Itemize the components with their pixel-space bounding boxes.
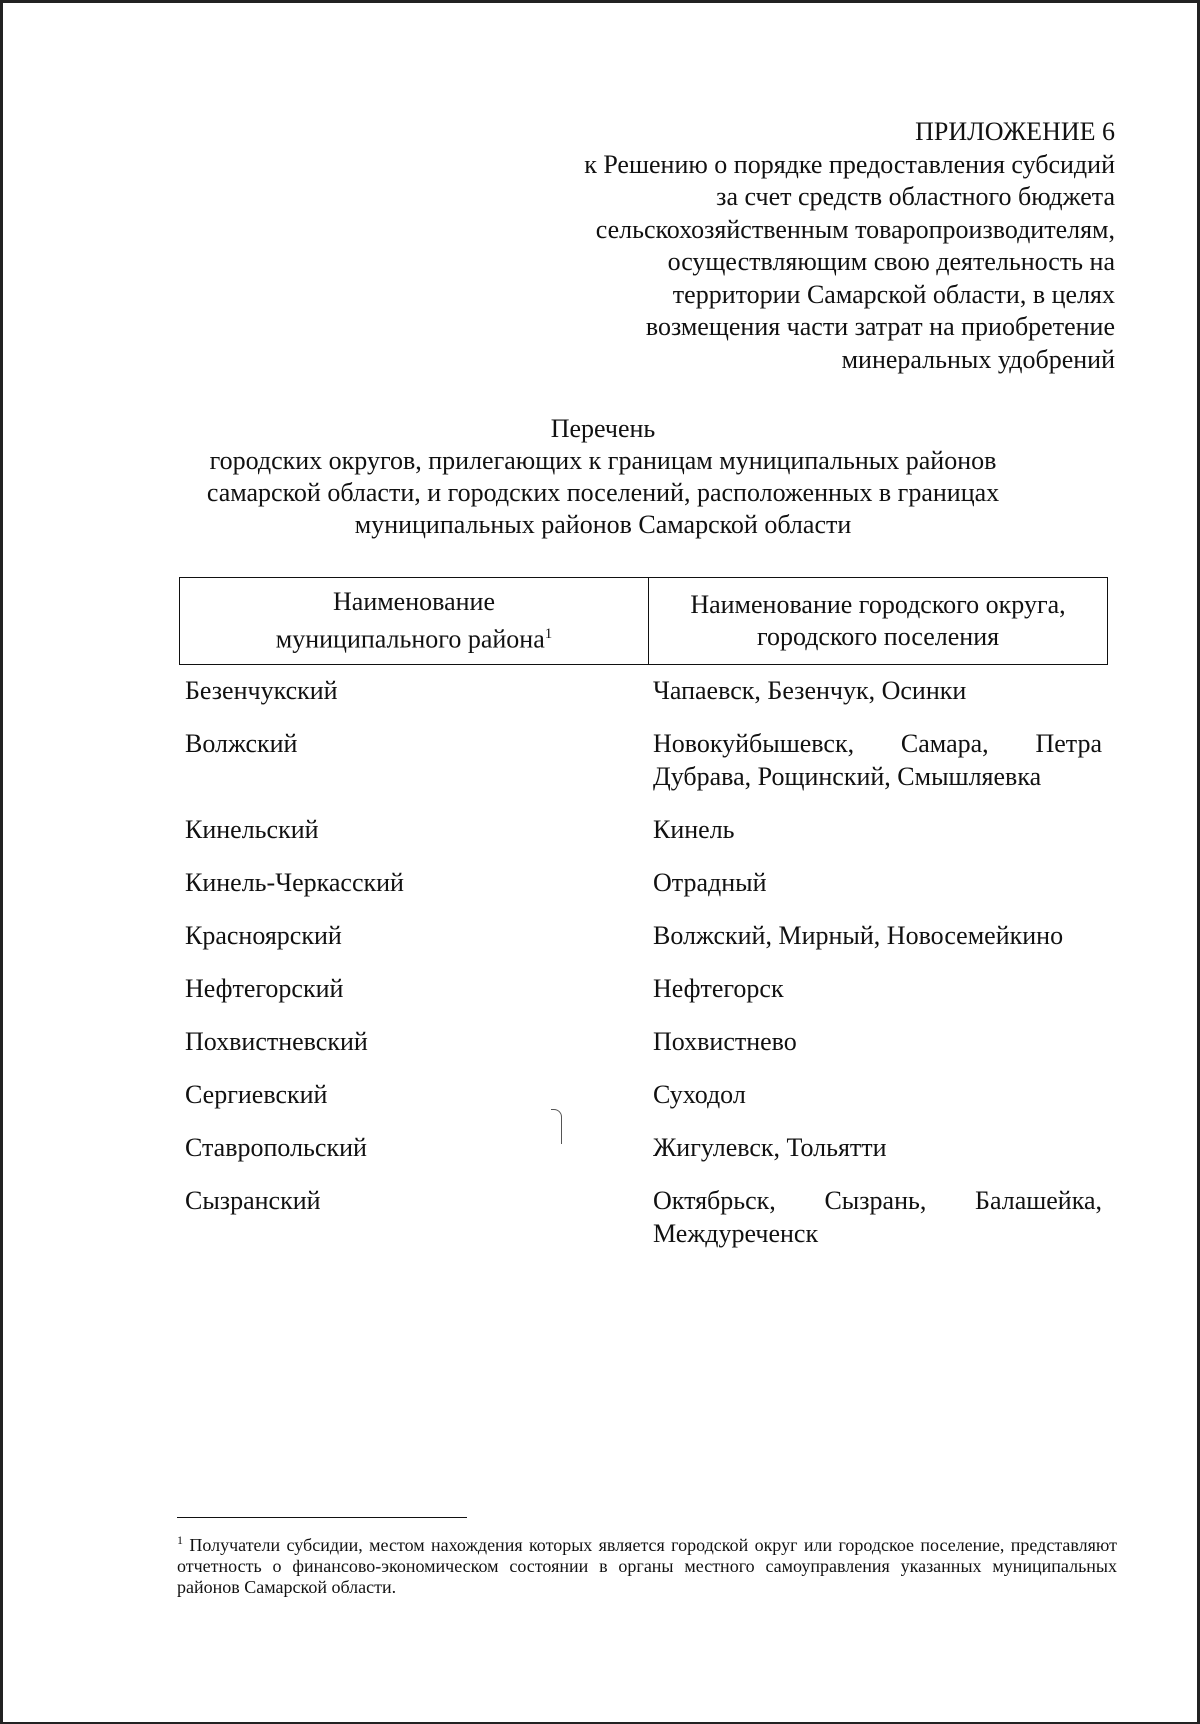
table-row [185, 919, 1102, 952]
table-row [185, 972, 1102, 1005]
settlement-names: Суходол [653, 1080, 746, 1109]
table-row [185, 1025, 1102, 1058]
footnote-text: Получатели субсидии, местом нахождения которых является городской округ или городское поселение, представляют отчетность о финансово-экономическом состоянии в органы местного самоуправления указанных муниципальных районов Самарской области. [177, 1535, 1117, 1597]
footnote-reference: 1 [544, 626, 553, 643]
appendix-header [584, 116, 1115, 376]
district-name: Красноярский [185, 921, 342, 950]
settlement-names: Похвистнево [653, 1027, 797, 1056]
district-name: Безенчукский [185, 676, 338, 705]
district-name: Кинель-Черкасский [185, 868, 404, 897]
settlement-names: Чапаевск, Безенчук, Осинки [653, 676, 967, 705]
appendix-line: возмещения части затрат на приобретение [645, 312, 1115, 341]
footnote [177, 1530, 1117, 1598]
settlement-names: Кинель [653, 815, 735, 844]
appendix-line: за счет средств областного бюджета [716, 182, 1115, 211]
appendix-line: осуществляющим свою деятельность на [667, 247, 1115, 276]
settlement-names: Волжский, Мирный, Новосемейкино [653, 921, 1064, 950]
district-name: Кинельский [185, 815, 319, 844]
appendix-line: территории Самарской области, в целях [672, 279, 1115, 309]
district-name: Сергиевский [185, 1080, 328, 1109]
district-name: Ставропольский [185, 1133, 367, 1162]
list-title-line: самарской области, и городских поселений, расположенных в границах [206, 478, 1000, 507]
district-name: Волжский [185, 729, 298, 758]
table-header [179, 577, 1108, 665]
footnote-mark: 1 [177, 1533, 183, 1547]
table-row [185, 866, 1102, 899]
settlement-names: Жигулевск, Тольятти [653, 1133, 887, 1162]
table-row [185, 1131, 1102, 1164]
district-name: Похвистневский [185, 1027, 368, 1056]
settlement-names: Отрадный [653, 868, 767, 897]
appendix-line: сельскохозяйственным товаропроизводителям, [595, 214, 1115, 244]
district-name: Сызранский [185, 1186, 321, 1215]
table-row [185, 674, 1102, 707]
settlement-names: Новокуйбышевск, Самара, Петра Дубрава, Рощинский, Смышляевка [653, 729, 1102, 791]
list-title [153, 413, 1053, 541]
appendix-heading: ПРИЛОЖЕНИЕ 6 [915, 117, 1115, 146]
table-row [185, 727, 1102, 793]
table-row [185, 813, 1102, 846]
district-name: Нефтегорский [185, 974, 344, 1003]
column-header-district: Наименование муниципального района$^1$ [180, 578, 649, 664]
column-header-settlement: Наименование городского округа, городского поселения [690, 590, 1066, 651]
table-body [185, 674, 1102, 1270]
appendix-line: к Решению о порядке предоставления субсидий [584, 149, 1115, 179]
settlement-names: Октябрьск, Сызрань, Балашейка, Междуреченск [653, 1186, 1102, 1248]
footnote-divider [177, 1517, 467, 1518]
list-title-line: городских округов, прилегающих к границам муниципальных районов [209, 446, 997, 475]
appendix-line: минеральных удобрений [841, 344, 1115, 374]
list-heading: Перечень [550, 414, 656, 443]
table-row [185, 1184, 1102, 1250]
table-row [185, 1078, 1102, 1111]
pen-mark [551, 1109, 562, 1144]
list-title-line: муниципальных районов Самарской области [354, 510, 852, 539]
settlement-names: Нефтегорск [653, 974, 784, 1003]
